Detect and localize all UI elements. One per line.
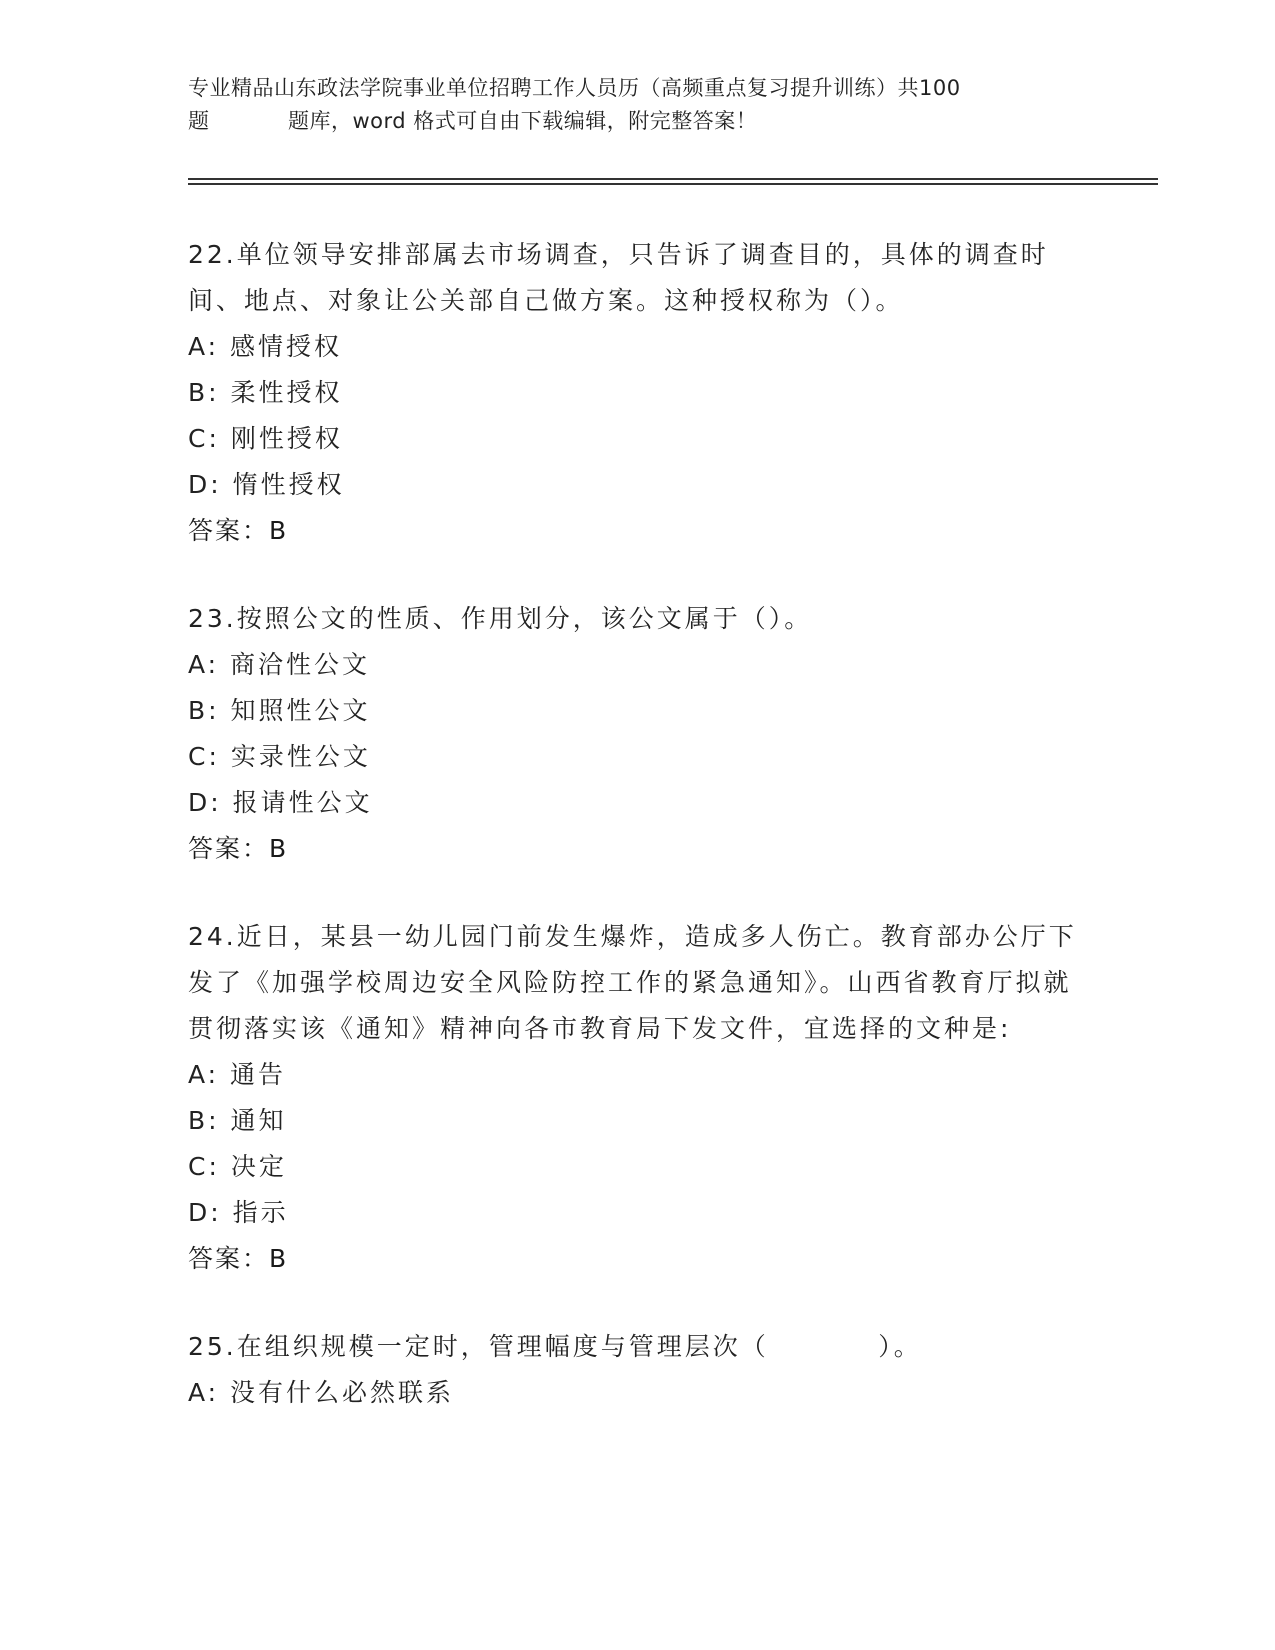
document-header [188,72,1088,138]
header-divider-bottom [188,183,1158,185]
question-text: 24.近日，某县一幼儿园门前发生爆炸，造成多人伤亡。教育部办公厅下发了《加强学校周边安全风险防控工作的紧急通知》。山西省教育厅拟就贯彻落实该《通知》精神向各市教育局下发文件，宜选择的文种是: [188,922,1077,1043]
question-text: 22.单位领导安排部属去市场调查，只告诉了调查目的，具体的调查时间、地点、对象让公关部自己做方案。这种授权称为（）。 [188,240,1049,315]
answer: 答案：B [188,1244,289,1273]
option-d: D: 指示 [188,1198,289,1227]
option-d: D: 惰性授权 [188,470,345,499]
question-24 [188,914,1088,1282]
question-text: 25.在组织规模一定时，管理幅度与管理层次（ ）。 [188,1332,922,1361]
option-a: A: 商洽性公文 [188,650,371,679]
question-list [188,232,1088,1458]
header-line2-rest: 题库，word 格式可自由下载编辑，附完整答案！ [288,109,758,133]
option-b: B: 知照性公文 [188,696,371,725]
answer: 答案：B [188,516,289,545]
header-title-line2 [188,105,1088,138]
option-a: A: 感情授权 [188,332,343,361]
header-divider-top [188,178,1158,180]
option-a: A: 没有什么必然联系 [188,1378,455,1407]
option-b: B: 柔性授权 [188,378,343,407]
option-d: D: 报请性公文 [188,788,373,817]
header-line2-lead: 题 [188,109,210,133]
question-25 [188,1324,1088,1416]
option-c: C: 决定 [188,1152,287,1181]
question-22 [188,232,1088,554]
option-c: C: 刚性授权 [188,424,343,453]
header-title-line1: 专业精品山东政法学院事业单位招聘工作人员历（高频重点复习提升训练）共100 [188,76,961,100]
option-b: B: 通知 [188,1106,287,1135]
option-c: C: 实录性公文 [188,742,371,771]
option-a: A: 通告 [188,1060,287,1089]
question-23 [188,596,1088,872]
answer: 答案：B [188,834,289,863]
question-text: 23.按照公文的性质、作用划分，该公文属于（）。 [188,604,813,633]
